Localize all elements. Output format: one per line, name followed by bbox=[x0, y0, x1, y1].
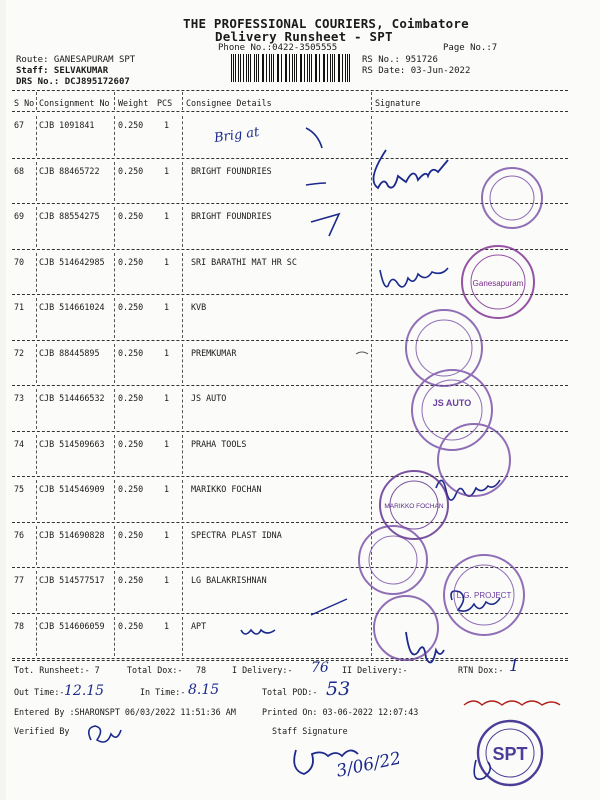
row-sno: 72 bbox=[14, 347, 25, 358]
total-dox-value: 78 bbox=[196, 665, 207, 675]
stamp-text: MARIKKO FOCHAN bbox=[384, 503, 444, 510]
in-time-label: In Time:- bbox=[140, 687, 186, 697]
row-consignment: CJB 514509663 bbox=[39, 438, 105, 449]
printed-on: Printed On: 03-06-2022 12:07:43 bbox=[262, 707, 419, 717]
row-sno: 77 bbox=[14, 575, 25, 585]
row-sno: 68 bbox=[14, 165, 25, 176]
signature-stroke bbox=[306, 128, 322, 148]
row-consignee: BRIGHT FOUNDRIES bbox=[191, 165, 272, 176]
stamp-text: L.G. PROJECT bbox=[456, 591, 512, 600]
col-sno: S No bbox=[14, 98, 35, 108]
runsheet-subtitle: Delivery Runsheet - SPT bbox=[215, 29, 393, 44]
row-sno: 76 bbox=[14, 529, 25, 540]
row-sno: 75 bbox=[14, 484, 25, 494]
signature-stroke bbox=[306, 183, 326, 185]
row-consignee: SRI BARATHI MAT HR SC bbox=[191, 256, 297, 267]
entered-by: Entered By :SHARONSPT 06/03/2022 11:51:36 AM bbox=[14, 707, 236, 717]
row-weight: 0.250 bbox=[118, 529, 144, 540]
row-pcs: 1 bbox=[164, 575, 170, 585]
row-consignment: CJB 514577517 bbox=[39, 575, 105, 585]
signature-stroke bbox=[311, 214, 339, 236]
stamp-text: Ganesapuram bbox=[472, 279, 524, 288]
row-sno: 70 bbox=[14, 256, 25, 267]
col-weight: Weight bbox=[118, 98, 149, 108]
row-pcs: 1 bbox=[164, 484, 170, 494]
row-weight: 0.250 bbox=[118, 165, 144, 176]
row-consignment: CJB 514642985 bbox=[39, 256, 105, 267]
row-weight: 0.250 bbox=[118, 484, 144, 494]
row-weight: 0.250 bbox=[118, 211, 144, 221]
handwritten-row67: Brig at bbox=[213, 124, 261, 147]
row-consignee: PRAHA TOOLS bbox=[191, 438, 247, 449]
signature-stroke bbox=[406, 632, 444, 663]
row-weight: 0.250 bbox=[118, 620, 144, 631]
col-signature: Signature bbox=[375, 98, 421, 108]
row-pcs: 1 bbox=[164, 211, 170, 221]
rs-number: RS No.: 951726 bbox=[362, 55, 438, 65]
ii-delivery-label: II Delivery:- bbox=[342, 665, 408, 675]
total-dox-label: Total Dox:- bbox=[127, 665, 183, 675]
stamp-text: JS AUTO bbox=[432, 398, 472, 408]
row-consignment: CJB 514466532 bbox=[39, 393, 105, 403]
row-consignment: CJB 88554275 bbox=[39, 211, 100, 221]
row-consignee: PREMKUMAR bbox=[191, 347, 237, 358]
row-pcs: 1 bbox=[164, 256, 170, 267]
runsheet-page bbox=[6, 0, 600, 800]
row-consignee: SPECTRA PLAST IDNA bbox=[191, 529, 282, 540]
handwritten-out-time: 12.15 bbox=[64, 683, 105, 699]
out-time-label: Out Time:- bbox=[14, 687, 65, 697]
staff-label: Staff: SELVAKUMAR bbox=[16, 66, 109, 76]
col-consignment: Consignment No bbox=[39, 98, 110, 108]
row-weight: 0.250 bbox=[118, 120, 144, 130]
verified-by-label: Verified By bbox=[14, 726, 70, 736]
row-weight: 0.250 bbox=[118, 256, 144, 267]
page-number: Page No.:7 bbox=[443, 43, 498, 53]
row-pcs: 1 bbox=[164, 529, 170, 540]
signature-stroke bbox=[311, 599, 347, 615]
row-sno: 78 bbox=[14, 620, 25, 631]
row-consignment: CJB 1091841 bbox=[39, 120, 95, 130]
row-pcs: 1 bbox=[164, 165, 170, 176]
col-pcs: PCS bbox=[157, 98, 173, 108]
row-weight: 0.250 bbox=[118, 438, 144, 449]
signature-stroke bbox=[241, 630, 275, 634]
col-consignee: Consignee Details bbox=[186, 98, 272, 108]
row-weight: 0.250 bbox=[118, 575, 144, 585]
row-pcs: 1 bbox=[164, 120, 170, 130]
handwritten-rtn: 1 bbox=[509, 656, 520, 675]
i-delivery-label: I Delivery:- bbox=[232, 665, 293, 675]
signature-stroke bbox=[294, 750, 358, 774]
row-consignment: CJB 88445895 bbox=[39, 347, 100, 358]
rtn-dox-label: RTN Dox:- bbox=[458, 665, 504, 675]
row-consignee: LG BALAKRISHNAN bbox=[191, 575, 267, 585]
drs-number: DRS No.: DCJ895172607 bbox=[16, 77, 130, 87]
row-consignment: CJB 514661024 bbox=[39, 302, 105, 312]
row-consignee: JS AUTO bbox=[191, 393, 227, 403]
row-pcs: 1 bbox=[164, 302, 170, 312]
row-pcs: 1 bbox=[164, 438, 170, 449]
row-sno: 73 bbox=[14, 393, 25, 403]
signature-stroke bbox=[89, 726, 121, 742]
row-sno: 74 bbox=[14, 438, 25, 449]
signature-stroke bbox=[464, 701, 560, 705]
row-sno: 71 bbox=[14, 302, 25, 312]
row-weight: 0.250 bbox=[118, 347, 144, 358]
row-sno: 69 bbox=[14, 211, 25, 221]
row-consignment: CJB 88465722 bbox=[39, 165, 100, 176]
signature-stroke bbox=[380, 268, 448, 287]
signature-overlay bbox=[6, 0, 600, 800]
handwritten-in-time: 8.15 bbox=[188, 682, 220, 698]
rs-date: RS Date: 03-Jun-2022 bbox=[362, 66, 471, 76]
spt-stamp bbox=[478, 721, 542, 785]
row-consignee: KVB bbox=[191, 302, 207, 312]
signature-stroke bbox=[356, 352, 368, 354]
row-consignee: BRIGHT FOUNDRIES bbox=[191, 211, 272, 221]
total-pod-label: Total POD:- bbox=[262, 687, 318, 697]
stamp-ring bbox=[482, 168, 542, 228]
row-pcs: 1 bbox=[164, 620, 170, 631]
row-consignment: CJB 514546909 bbox=[39, 484, 105, 494]
company-title: THE PROFESSIONAL COURIERS, Coimbatore bbox=[183, 16, 469, 31]
handwritten-i-delivery: 76 bbox=[311, 660, 329, 676]
row-weight: 0.250 bbox=[118, 302, 144, 312]
row-pcs: 1 bbox=[164, 393, 170, 403]
signature-stroke bbox=[374, 150, 449, 188]
tot-runsheet: Tot. Runsheet:- 7 bbox=[14, 665, 100, 675]
handwritten-date: 3/06/22 bbox=[334, 748, 403, 782]
row-consignment: CJB 514606059 bbox=[39, 620, 105, 631]
handwritten-total-pod: 53 bbox=[326, 678, 351, 700]
staff-signature-label: Staff Signature bbox=[272, 726, 348, 736]
row-consignment: CJB 514690828 bbox=[39, 529, 105, 540]
route-label: Route: GANESAPURAM SPT bbox=[16, 55, 136, 65]
row-consignee: APT bbox=[191, 620, 207, 631]
row-sno: 67 bbox=[14, 120, 25, 130]
row-weight: 0.250 bbox=[118, 393, 144, 403]
svg-text:SPT: SPT bbox=[492, 744, 528, 764]
row-consignee: MARIKKO FOCHAN bbox=[191, 484, 262, 494]
phone-number: Phone No.:0422-3505555 bbox=[218, 43, 338, 53]
row-pcs: 1 bbox=[164, 347, 170, 358]
